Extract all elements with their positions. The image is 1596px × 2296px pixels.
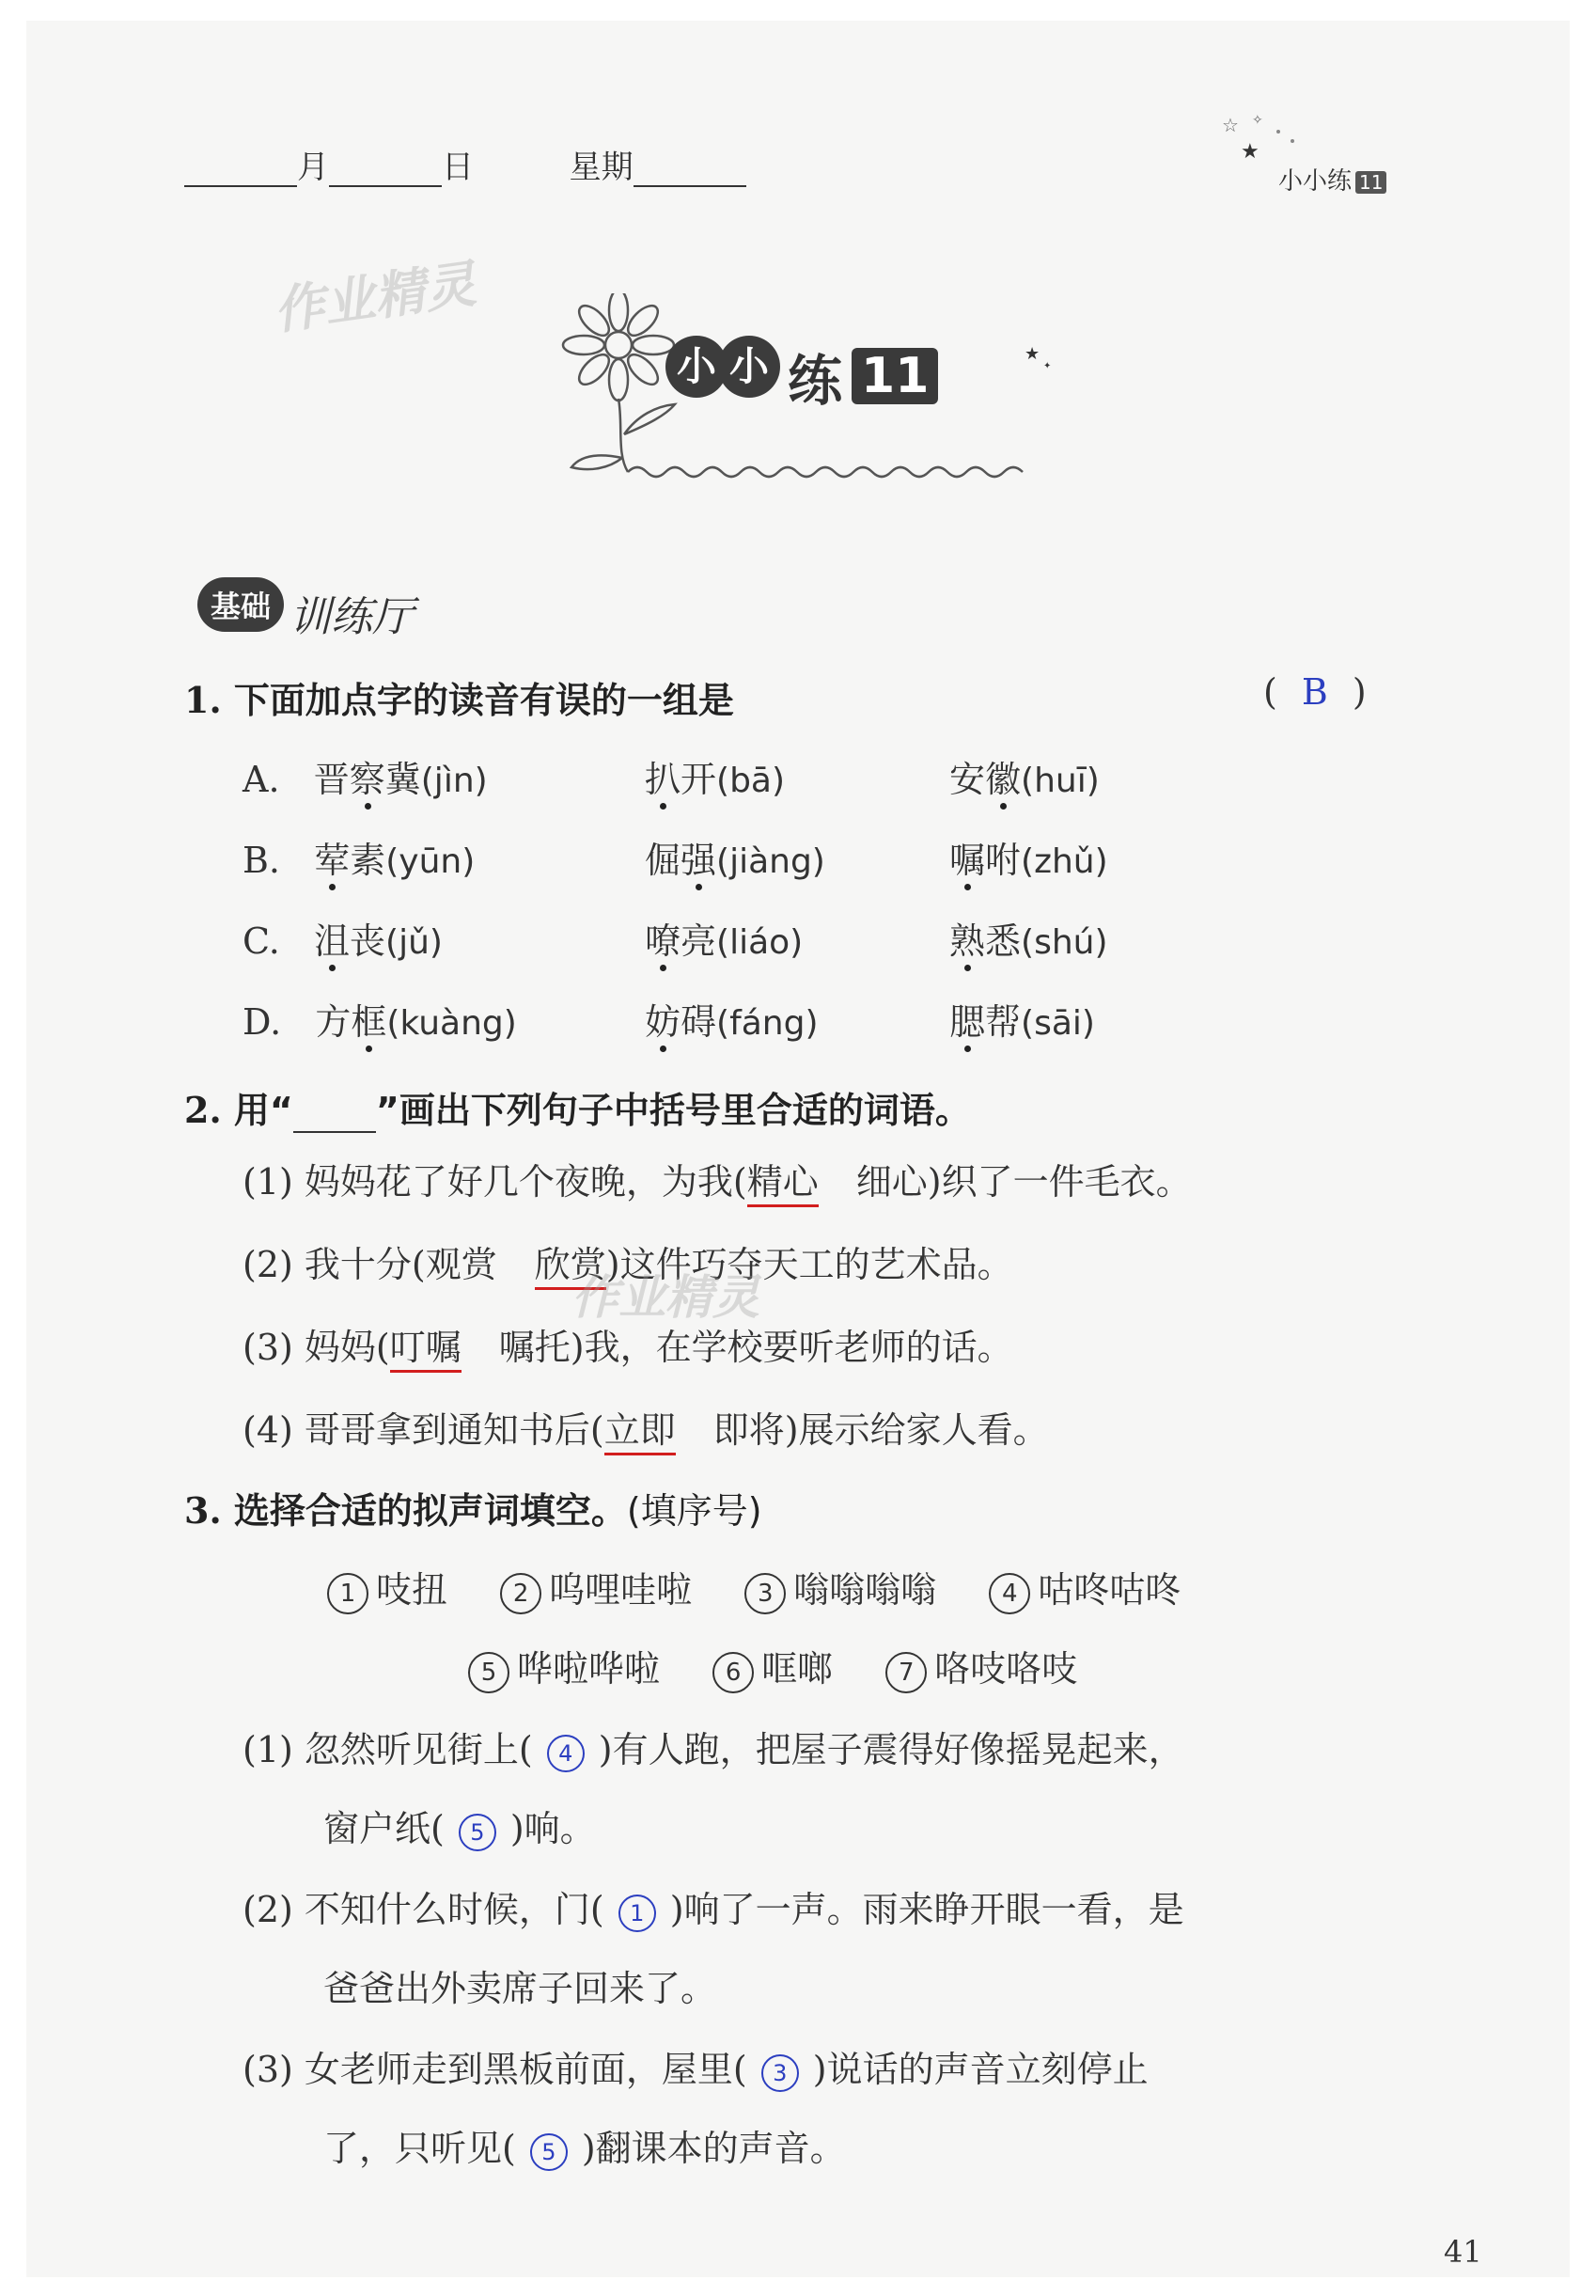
paren-open: ( [1263, 671, 1277, 713]
circled-number: 6 [712, 1652, 754, 1693]
option-pinyin: (fáng) [716, 1004, 819, 1043]
option-pinyin: (yūn) [385, 842, 476, 881]
word-bank-row-2 [468, 1640, 1077, 1693]
watermark: 作业精灵 [270, 254, 479, 341]
q3-text: 选择合适的拟声词填空。 [233, 1490, 627, 1532]
q1-option-c-2 [645, 912, 803, 964]
item-number: (3) [243, 1327, 293, 1368]
option-pinyin: (jiàng) [716, 842, 825, 881]
q1-option-a [243, 750, 488, 802]
q1-option-b [243, 831, 475, 883]
corner-title [1278, 162, 1386, 197]
title-lian: 练 [788, 348, 843, 413]
option-word: 方框 [315, 1001, 387, 1043]
svg-text:✦: ✦ [1043, 361, 1052, 371]
option-pinyin: (kuàng) [386, 1004, 517, 1043]
text: 窗户纸( [323, 1808, 445, 1849]
title-xiao-2: 小 [718, 336, 780, 398]
answer-circle: 5 [459, 1814, 496, 1851]
lesson-title [665, 336, 938, 448]
word: 嗡嗡嗡嗡 [793, 1569, 937, 1611]
option-pinyin: (jǔ) [385, 923, 443, 962]
word-bank-row-1 [327, 1561, 1181, 1614]
choice-selected[interactable]: 叮嘱 [390, 1327, 462, 1373]
word: 吱扭 [376, 1569, 448, 1611]
option-word: 荤素 [314, 840, 386, 881]
page [26, 21, 1570, 2277]
q3-sentence-1 [243, 1721, 1184, 1772]
item-post: )我，在学校要听老师的话。 [570, 1327, 1013, 1368]
svg-text:★: ★ [1241, 140, 1260, 164]
answer-blank[interactable] [747, 2049, 813, 2092]
item-number: (1) [243, 1161, 293, 1203]
option-pinyin: (jìn) [420, 762, 488, 800]
q1-option-c-3 [949, 912, 1108, 964]
option-word: 熟悉 [949, 920, 1022, 962]
word: 咯吱咯吱 [934, 1648, 1078, 1690]
q1-prompt [184, 671, 734, 723]
date-line [184, 141, 746, 187]
q1-answer: B [1301, 671, 1328, 713]
q3-sentence-1-cont [323, 1800, 596, 1851]
item-number: (4) [243, 1409, 293, 1451]
q1-answer-box[interactable] [1263, 671, 1367, 713]
answer-circle: 4 [547, 1735, 585, 1772]
svg-text:✧: ✧ [1252, 113, 1263, 128]
circled-number: 7 [885, 1652, 927, 1693]
q3-number: 3. [184, 1489, 222, 1532]
q3-sentence-2 [243, 1880, 1184, 1932]
text: )翻课本的声音。 [581, 2128, 846, 2169]
q3-prompt [184, 1482, 762, 1533]
q3-sentence-3-cont [323, 2119, 846, 2171]
q2-number: 2. [184, 1089, 222, 1131]
answer-circle: 3 [761, 2054, 799, 2092]
q1-option-b-3 [949, 831, 1108, 883]
q2-item-3 [243, 1318, 1013, 1370]
weekday-blank[interactable] [634, 159, 746, 187]
corner-title-text: 小小练 [1278, 167, 1353, 196]
q1-option-b-2 [645, 831, 825, 883]
page-number: 41 [1444, 2234, 1482, 2270]
section-badge-dark: 基础 [197, 577, 284, 632]
section-badge-light: 训练厅 [289, 592, 415, 641]
answer-circle: 5 [530, 2133, 568, 2171]
item-post: )织了一件毛衣。 [927, 1161, 1192, 1203]
text: )响。 [509, 1808, 596, 1849]
day-blank[interactable] [329, 159, 442, 187]
choice-other[interactable]: 嘱托 [498, 1327, 571, 1368]
option-word: 倔强 [645, 840, 717, 881]
text: 忽然听见街上( [304, 1729, 533, 1770]
text: )有人跑，把屋子震得好像摇晃起来， [598, 1729, 1184, 1770]
option-label: C. [243, 920, 280, 962]
item-pre: 我十分( [304, 1244, 426, 1285]
answer-blank[interactable] [445, 1808, 510, 1851]
corner-number: 11 [1355, 171, 1386, 194]
svg-text:☆: ☆ [1222, 114, 1239, 136]
q2-text-b: ”画出下列句子中括号里合适的词语。 [375, 1090, 971, 1131]
section-badge [197, 577, 414, 643]
text: )响了一声。雨来睁开眼一看，是 [669, 1889, 1184, 1930]
q2-prompt [184, 1081, 971, 1133]
circled-number: 1 [327, 1573, 368, 1614]
q2-item-4 [243, 1401, 1049, 1453]
q3-note: (填序号) [626, 1490, 762, 1532]
text: )说话的声音立刻停止 [812, 2049, 1149, 2090]
option-word: 安徽 [949, 759, 1022, 800]
item-post: )展示给家人看。 [784, 1409, 1049, 1451]
choice-selected[interactable]: 精心 [747, 1161, 819, 1207]
q1-option-d-2 [645, 993, 819, 1045]
item-pre: 妈妈( [304, 1327, 390, 1368]
option-word: 嘹亮 [645, 920, 717, 962]
option-label: D. [243, 1001, 282, 1043]
watermark-center: 作业精灵 [571, 1270, 759, 1325]
q1-option-a-3 [949, 750, 1100, 802]
word: 咕咚咕咚 [1038, 1569, 1181, 1611]
title-number: 11 [852, 348, 938, 404]
item-number: (3) [243, 2049, 293, 2090]
word: 呜哩哇啦 [549, 1569, 693, 1611]
option-word: 晋察冀 [313, 759, 421, 800]
sparkle-stars-icon [1203, 103, 1307, 169]
month-label: 月 [297, 149, 329, 186]
weekday-label: 星期 [569, 149, 634, 186]
day-label: 日 [442, 149, 474, 186]
circled-number: 5 [468, 1652, 509, 1693]
circled-number: 2 [500, 1573, 541, 1614]
option-label: B. [243, 840, 281, 881]
text: 不知什么时候，门( [304, 1889, 604, 1930]
q2-item-1 [243, 1153, 1192, 1204]
q3-sentence-2-cont [323, 1959, 716, 2011]
paren-close: ) [1352, 671, 1367, 713]
word: 哗啦哗啦 [517, 1648, 661, 1690]
choice-other[interactable]: 细心 [855, 1161, 928, 1203]
option-pinyin: (bā) [716, 762, 786, 800]
item-post: )这件巧夺天工的艺术品。 [605, 1244, 1013, 1285]
answer-circle: 1 [618, 1895, 656, 1932]
month-blank[interactable] [184, 159, 297, 187]
q2-text-a: 用“ [233, 1090, 293, 1131]
answer-blank[interactable] [516, 2128, 582, 2171]
item-pre: 妈妈花了好几个夜晚，为我( [304, 1161, 747, 1203]
option-pinyin: (zhǔ) [1021, 842, 1108, 881]
underline-sample [293, 1109, 376, 1133]
choice-selected[interactable]: 欣赏 [535, 1244, 606, 1290]
q1-option-d-3 [949, 993, 1095, 1045]
choice-other[interactable]: 即将 [712, 1409, 785, 1451]
q1-option-c [243, 912, 443, 964]
q1-option-a-2 [645, 750, 785, 802]
q1-number: 1. [184, 679, 222, 721]
answer-blank[interactable] [604, 1889, 670, 1932]
item-number: (1) [243, 1729, 293, 1770]
option-word: 扒开 [645, 759, 717, 800]
option-word: 嘱咐 [949, 840, 1022, 881]
option-pinyin: (liáo) [716, 923, 804, 962]
q1-option-d [243, 993, 517, 1045]
text: 了，只听见( [323, 2128, 516, 2169]
q1-text: 下面加点字的读音有误的一组是 [233, 680, 734, 721]
choice-selected[interactable]: 立即 [604, 1409, 676, 1455]
svg-text:★: ★ [1025, 344, 1041, 364]
word: 哐啷 [761, 1648, 834, 1690]
option-word: 腮帮 [949, 1001, 1022, 1043]
option-label: A. [243, 759, 280, 800]
choice-other[interactable]: 观赏 [425, 1244, 497, 1285]
text: 女老师走到黑板前面，屋里( [304, 2049, 747, 2090]
option-pinyin: (sāi) [1021, 1004, 1095, 1043]
option-pinyin: (huī) [1021, 762, 1100, 800]
item-number: (2) [243, 1889, 293, 1930]
option-pinyin: (shú) [1021, 923, 1108, 962]
q3-sentence-3 [243, 2040, 1149, 2092]
option-word: 妨碍 [645, 1001, 717, 1043]
circled-number: 3 [744, 1573, 786, 1614]
item-pre: 哥哥拿到通知书后( [304, 1409, 604, 1451]
item-number: (2) [243, 1244, 293, 1285]
title-xiao-1: 小 [665, 336, 728, 398]
circled-number: 4 [989, 1573, 1030, 1614]
answer-blank[interactable] [533, 1729, 599, 1772]
option-word: 沮丧 [314, 920, 386, 962]
text: 爸爸出外卖席子回来了。 [323, 1968, 717, 2009]
